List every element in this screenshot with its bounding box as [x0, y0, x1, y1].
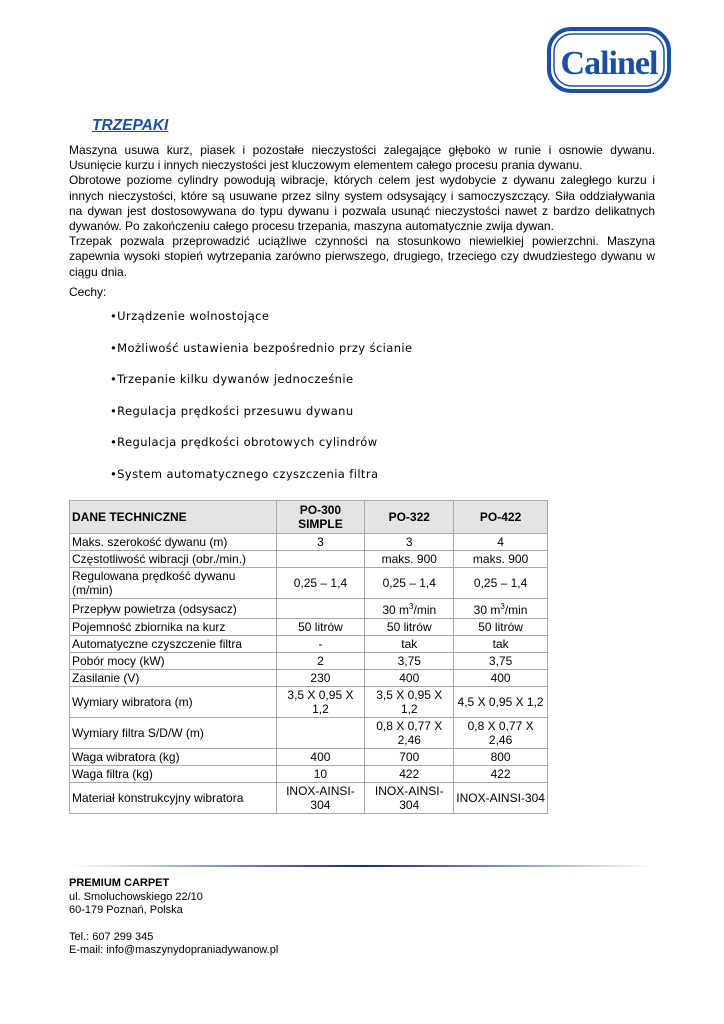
cell: 0,25 – 1,4 — [365, 568, 454, 599]
description — [69, 143, 655, 280]
table-row — [70, 783, 548, 814]
table-row — [70, 687, 548, 718]
cell: 3,5 X 0,95 X 1,2 — [365, 687, 454, 718]
cell: 0,25 – 1,4 — [276, 568, 365, 599]
feature-item: •Regulacja prędkości obrotowych cylindrów — [110, 435, 378, 449]
row-label: Pobór mocy (kW) — [70, 653, 277, 670]
cell: 3,75 — [454, 653, 548, 670]
cell — [454, 599, 548, 619]
cell — [276, 551, 365, 568]
row-label: Maks. szerokość dywanu (m) — [70, 534, 277, 551]
company-name: PREMIUM CARPET — [69, 877, 170, 889]
row-label: Częstotliwość wibracji (obr./min.) — [70, 551, 277, 568]
street-address: ul. Smoluchowskiego 22/10 — [69, 890, 203, 903]
table-row — [70, 766, 548, 783]
logo-text: Calinel — [560, 45, 658, 82]
table-row — [70, 619, 548, 636]
cell: 422 — [454, 766, 548, 783]
feature-item: •Regulacja prędkości przesuwu dywanu — [110, 403, 354, 418]
cell: INOX-AINSI-304 — [365, 783, 454, 814]
header-cell: DANE TECHNICZNE — [70, 501, 277, 534]
calinel-logo — [546, 26, 672, 94]
cell — [365, 599, 454, 619]
table-row — [70, 534, 548, 551]
phone: Tel.: 607 299 345 — [69, 930, 154, 943]
cell: tak — [454, 636, 548, 653]
footer-divider — [70, 865, 655, 867]
feature-item: •Możliwość ustawienia bezpośrednio przy ścianie — [110, 340, 413, 355]
cell: 3,5 X 0,95 X 1,2 — [276, 687, 365, 718]
cell: 400 — [365, 670, 454, 687]
header-cell: PO-422 — [454, 501, 548, 534]
feature-item: •System automatycznego czyszczenia filtra — [110, 466, 379, 481]
cell: 800 — [454, 749, 548, 766]
feature-item: •Urządzenie wolnostojące — [110, 309, 270, 323]
row-label: Wymiary filtra S/D/W (m) — [70, 718, 277, 749]
cell: 2 — [276, 653, 365, 670]
flow-value: 30 m — [382, 603, 410, 617]
paragraph: Obrotowe poziome cylindry powodują wibracje, których celem jest wydobycie z dywanu zaległego kurzu i innych nieczystości, które są usuwane przez silny system odsysający i samoczyszczący. Siła oddziaływania na dywan jest dostosowywana do typu dywanu i pozwala usunąć nieczystości nawet z bardzo delikatnych dywanów. Po zakończeniu całego procesu trzepania, maszyna automatycznie zwija dywan. — [69, 173, 655, 234]
city-address: 60-179 Poznań, Polska — [69, 904, 183, 916]
cell: 4 — [454, 534, 548, 551]
header-cell: PO-300 SIMPLE — [276, 501, 365, 534]
cell: 3 — [276, 534, 365, 551]
cell — [276, 718, 365, 749]
cell: - — [276, 636, 365, 653]
cell: maks. 900 — [454, 551, 548, 568]
flow-sup: 3 — [500, 602, 505, 611]
row-label: Zasilanie (V) — [70, 670, 277, 687]
cell: 10 — [276, 766, 365, 783]
cell: 4,5 X 0,95 X 1,2 — [454, 687, 548, 718]
table-row — [70, 718, 548, 749]
paragraph: Maszyna usuwa kurz, piasek i pozostałe nieczystości zalegające głęboko w runie i osnowie dywanu. Usunięcie kurzu i innych nieczystości jest kluczowym elementem całego procesu prania dywanu. — [69, 143, 655, 173]
flow-unit: /min — [504, 603, 528, 617]
table-row — [70, 599, 548, 619]
cell: 3 — [365, 534, 454, 551]
features-list — [110, 309, 412, 498]
cell: maks. 900 — [365, 551, 454, 568]
cell: 0,25 – 1,4 — [454, 568, 548, 599]
paragraph: Trzepak pozwala przeprowadzić uciążliwe czynności na stosunkowo niewielkiej powierzchni. Maszyna zapewnia wysoki stopień wytrzepania zarówno pierwszego, drugiego, trzeciego czy dwudziestego dywanu w ciągu dnia. — [69, 234, 655, 279]
email-link[interactable]: E-mail: info@maszynydopraniadywanow.pl — [69, 944, 279, 956]
cell — [276, 599, 365, 619]
cell: INOX-AINSI-304 — [276, 783, 365, 814]
table-row — [70, 670, 548, 687]
row-label: Waga wibratora (kg) — [70, 749, 277, 766]
table-row — [70, 749, 548, 766]
table-row — [70, 568, 548, 599]
row-label: Regulowana prędkość dywanu (m/min) — [70, 568, 277, 599]
table-row — [70, 551, 548, 568]
features-label: Cechy: — [69, 285, 107, 299]
cell: 400 — [276, 749, 365, 766]
cell: 422 — [365, 766, 454, 783]
feature-item: •Trzepanie kilku dywanów jednocześnie — [110, 372, 354, 386]
row-label: Automatyczne czyszczenie filtra — [70, 636, 277, 653]
row-label: Materiał konstrukcyjny wibratora — [70, 783, 277, 814]
cell: tak — [365, 636, 454, 653]
flow-sup: 3 — [409, 602, 414, 611]
technical-data-table — [69, 500, 548, 814]
row-label: Pojemność zbiornika na kurz — [70, 619, 277, 636]
flow-unit: /min — [413, 603, 437, 617]
table-header-row — [70, 501, 548, 534]
table-row — [70, 653, 548, 670]
flow-value: 30 m — [473, 603, 501, 617]
row-label: Wymiary wibratora (m) — [70, 687, 277, 718]
cell: 230 — [276, 670, 365, 687]
cell: 700 — [365, 749, 454, 766]
footer — [69, 877, 278, 958]
cell: 0,8 X 0,77 X 2,46 — [454, 718, 548, 749]
header-cell: PO-322 — [365, 501, 454, 534]
cell: 3,75 — [365, 653, 454, 670]
row-label: Przepływ powietrza (odsysacz) — [70, 599, 277, 619]
cell: INOX-AINSI-304 — [454, 783, 548, 814]
page-title: TRZEPAKI — [92, 117, 169, 134]
cell: 50 litrów — [276, 619, 365, 636]
cell: 50 litrów — [365, 619, 454, 636]
cell: 400 — [454, 670, 548, 687]
cell: 50 litrów — [454, 619, 548, 636]
row-label: Waga filtra (kg) — [70, 766, 277, 783]
cell: 0,8 X 0,77 X 2,46 — [365, 718, 454, 749]
table-row — [70, 636, 548, 653]
